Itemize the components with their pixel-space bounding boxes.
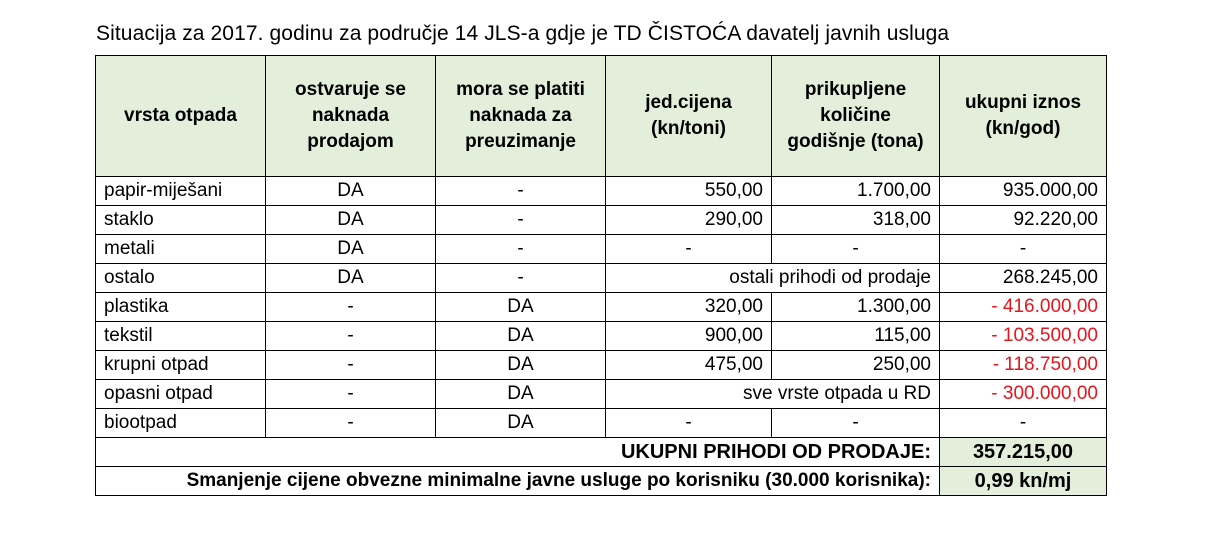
summary-total-label: UKUPNI PRIHODI OD PRODAJE: — [96, 438, 940, 467]
cell-preuzimanje: - — [436, 264, 606, 293]
cell-kolicina: 1.700,00 — [772, 177, 940, 206]
header-preuzimanje: mora se platiti naknada za preuzimanje — [436, 56, 606, 177]
cell-cijena: 475,00 — [606, 351, 772, 380]
cell-iznos-negative: - 300.000,00 — [940, 380, 1107, 409]
cell-vrsta: staklo — [96, 206, 266, 235]
summary-reduction-value: 0,99 kn/mj — [940, 467, 1107, 496]
summary-reduction-label: Smanjenje cijene obvezne minimalne javne usluge po korisniku (30.000 korisnika): — [96, 467, 940, 496]
table-row — [96, 351, 1107, 380]
cell-cijena: - — [606, 409, 772, 438]
waste-revenue-table — [95, 55, 1107, 496]
cell-preuzimanje: DA — [436, 351, 606, 380]
cell-preuzimanje: - — [436, 235, 606, 264]
cell-prodaja: - — [266, 322, 436, 351]
cell-iznos: 92.220,00 — [940, 206, 1107, 235]
cell-vrsta: opasni otpad — [96, 380, 266, 409]
cell-prodaja: DA — [266, 206, 436, 235]
table-row — [96, 409, 1107, 438]
cell-cijena: 290,00 — [606, 206, 772, 235]
cell-kolicina: 115,00 — [772, 322, 940, 351]
table-row — [96, 293, 1107, 322]
cell-vrsta: tekstil — [96, 322, 266, 351]
cell-vrsta: ostalo — [96, 264, 266, 293]
header-ukupni-iznos: ukupni iznos (kn/god) — [940, 56, 1107, 177]
cell-kolicina: 318,00 — [772, 206, 940, 235]
cell-vrsta: papir-miješani — [96, 177, 266, 206]
header-row — [96, 56, 1107, 177]
cell-iznos: 268.245,00 — [940, 264, 1107, 293]
cell-iznos-negative: - 416.000,00 — [940, 293, 1107, 322]
table-row — [96, 235, 1107, 264]
cell-cijena: 900,00 — [606, 322, 772, 351]
cell-merged-note: sve vrste otpada u RD — [606, 380, 940, 409]
table-row — [96, 206, 1107, 235]
cell-preuzimanje: DA — [436, 409, 606, 438]
cell-prodaja: DA — [266, 235, 436, 264]
cell-prodaja: - — [266, 409, 436, 438]
cell-preuzimanje: - — [436, 177, 606, 206]
cell-kolicina: - — [772, 235, 940, 264]
cell-kolicina: 1.300,00 — [772, 293, 940, 322]
table-title: Situacija za 2017. godinu za područje 14 JLS-a gdje je TD ČISTOĆA davatelj javnih usluga — [96, 22, 950, 45]
cell-vrsta: krupni otpad — [96, 351, 266, 380]
summary-row-reduction — [96, 467, 1107, 496]
summary-total-value: 357.215,00 — [940, 438, 1107, 467]
summary-row-total — [96, 438, 1107, 467]
cell-prodaja: DA — [266, 177, 436, 206]
header-jed-cijena: jed.cijena (kn/toni) — [606, 56, 772, 177]
cell-preuzimanje: DA — [436, 380, 606, 409]
cell-iznos: - — [940, 409, 1107, 438]
table-row — [96, 380, 1107, 409]
table-row — [96, 322, 1107, 351]
header-prodaja: ostvaruje se naknada prodajom — [266, 56, 436, 177]
cell-iznos-negative: - 118.750,00 — [940, 351, 1107, 380]
cell-kolicina: 250,00 — [772, 351, 940, 380]
cell-prodaja: - — [266, 293, 436, 322]
cell-iznos: - — [940, 235, 1107, 264]
cell-vrsta: plastika — [96, 293, 266, 322]
cell-preuzimanje: DA — [436, 293, 606, 322]
cell-cijena: - — [606, 235, 772, 264]
table-row — [96, 177, 1107, 206]
cell-prodaja: DA — [266, 264, 436, 293]
cell-cijena: 550,00 — [606, 177, 772, 206]
header-vrsta-otpada: vrsta otpada — [96, 56, 266, 177]
cell-iznos-negative: - 103.500,00 — [940, 322, 1107, 351]
cell-prodaja: - — [266, 380, 436, 409]
table-row — [96, 264, 1107, 293]
cell-preuzimanje: DA — [436, 322, 606, 351]
cell-vrsta: biootpad — [96, 409, 266, 438]
cell-merged-note: ostali prihodi od prodaje — [606, 264, 940, 293]
cell-kolicina: - — [772, 409, 940, 438]
cell-preuzimanje: - — [436, 206, 606, 235]
header-kolicine: prikupljene količine godišnje (tona) — [772, 56, 940, 177]
cell-vrsta: metali — [96, 235, 266, 264]
cell-prodaja: - — [266, 351, 436, 380]
cell-cijena: 320,00 — [606, 293, 772, 322]
cell-iznos: 935.000,00 — [940, 177, 1107, 206]
